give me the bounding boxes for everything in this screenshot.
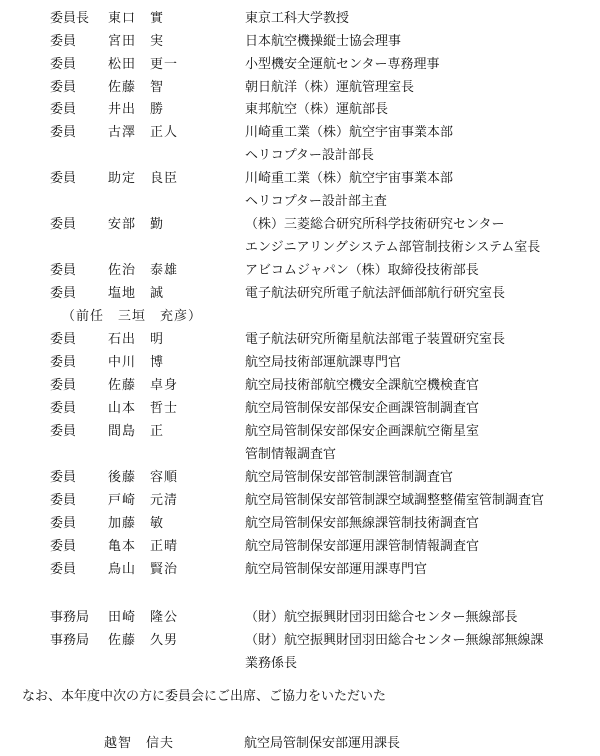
member-role: 委員長 [50,11,90,26]
committee-row [0,259,600,283]
secretariat-name: 田崎 隆公 [108,610,179,625]
committee-row [0,397,600,421]
committee-row [0,420,600,444]
member-name: 古澤 正人 [108,125,179,140]
attendance-note: なお、本年度中次の方に委員会にご出席、ご協力をいただいた [22,689,387,704]
member-affiliation: 航空局管制保安部保安企画課航空衛星室 [245,424,480,439]
committee-row [0,121,600,145]
member-name: 東口 實 [108,11,165,26]
member-affiliation: 小型機安全運航センター専務理事 [245,57,440,72]
committee-row [0,328,600,352]
committee-row-continuation [0,190,600,214]
secretariat-row-continuation [0,652,600,676]
member-role: 委員 [50,493,77,508]
member-name: 佐治 泰雄 [108,263,179,278]
member-affiliation: ヘリコプター設計部長 [245,148,374,163]
member-affiliation: 川崎重工業（株）航空宇宙事業本部 [245,171,454,186]
predecessor-row [0,305,600,329]
special-attendee-affiliation: 航空局管制保安部運用課長 [244,736,401,751]
committee-row [0,53,600,77]
member-affiliation: 管制情報調査官 [245,447,337,462]
committee-row [0,98,600,122]
member-role: 委員 [50,539,77,554]
committee-row [0,351,600,375]
member-affiliation: 航空局管制保安部保安企画課管制調査官 [245,401,480,416]
secretariat-affiliation: （財）航空振興財団羽田総合センター無線部長 [245,610,518,625]
committee-row-continuation [0,144,600,168]
member-role: 委員 [50,378,77,393]
member-role: 委員 [50,286,77,301]
member-name: 佐藤 卓身 [108,378,179,393]
member-role: 委員 [50,171,77,186]
committee-row [0,167,600,191]
member-name: 塩地 誠 [108,286,165,301]
member-affiliation: 航空局管制保安部運用課管制情報調査官 [245,539,480,554]
member-name: 亀本 正晴 [108,539,179,554]
member-affiliation: 航空局管制保安部運用課専門官 [245,562,428,577]
member-name: 石出 明 [108,332,165,347]
member-role: 委員 [50,562,77,577]
member-role: 委員 [50,355,77,370]
member-affiliation: 航空局技術部航空機安全課航空機検査官 [245,378,480,393]
member-name: 松田 更一 [108,57,179,72]
secretariat-name: 佐藤 久男 [108,633,179,648]
member-affiliation: 電子航法研究所電子航法評価部航行研究室長 [245,286,506,301]
member-role: 委員 [50,217,77,232]
committee-row [0,558,600,582]
member-name: 中川 博 [108,355,165,370]
member-affiliation: 航空局技術部運航課専門官 [245,355,402,370]
secretariat-row [0,606,600,630]
committee-row [0,489,600,513]
member-affiliation: アビコムジャパン（株）取締役技術部長 [245,263,479,278]
committee-row [0,374,600,398]
member-role: 委員 [50,332,77,347]
member-role: 委員 [50,34,77,49]
committee-row-continuation [0,236,600,260]
member-name: 後藤 容順 [108,470,179,485]
member-affiliation: 電子航法研究所衛星航法部電子装置研究室長 [245,332,506,347]
secretariat-affiliation: 業務係長 [245,656,298,671]
attendance-note-row [0,685,600,709]
committee-row [0,7,600,31]
member-affiliation: エンジニアリングシステム部管制技術システム室長 [245,240,541,255]
committee-row [0,76,600,100]
member-affiliation: 日本航空機操縦士協会理事 [245,34,402,49]
member-affiliation: 東京工科大学教授 [245,11,350,26]
member-name: 戸崎 元清 [108,493,179,508]
committee-row-continuation [0,443,600,467]
member-name: 助定 良臣 [108,171,179,186]
committee-row [0,466,600,490]
member-affiliation: 朝日航洋（株）運航管理室長 [245,80,415,95]
special-attendee-name: 越智 信夫 [104,736,175,751]
secretariat-row [0,629,600,653]
predecessor-note: （前任 三垣 充彦） [62,309,203,324]
secretariat-role: 事務局 [50,633,90,648]
member-affiliation: 航空局管制保安部管制課空域調整整備室管制調査官 [245,493,545,508]
member-affiliation: 航空局管制保安部管制課管制調査官 [245,470,454,485]
committee-row [0,512,600,536]
member-role: 委員 [50,125,77,140]
member-role: 委員 [50,470,77,485]
member-affiliation: ヘリコプター設計部主査 [245,194,387,209]
committee-row [0,282,600,306]
member-role: 委員 [50,401,77,416]
member-affiliation: （株）三菱総合研究所科学技術研究センター [245,217,505,232]
member-affiliation: 航空局管制保安部無線課管制技術調査官 [245,516,480,531]
member-name: 山本 哲士 [108,401,179,416]
special-attendee-row [0,732,600,756]
member-role: 委員 [50,424,77,439]
committee-row [0,213,600,237]
member-role: 委員 [50,102,77,117]
member-name: 宮田 実 [108,34,165,49]
member-role: 委員 [50,80,77,95]
member-name: 鳥山 賢治 [108,562,179,577]
committee-row [0,30,600,54]
member-name: 井出 勝 [108,102,165,117]
member-role: 委員 [50,516,77,531]
member-affiliation: 川崎重工業（株）航空宇宙事業本部 [245,125,454,140]
committee-row [0,535,600,559]
member-name: 間島 正 [108,424,165,439]
member-name: 加藤 敏 [108,516,165,531]
member-name: 安部 勤 [108,217,165,232]
secretariat-affiliation: （財）航空振興財団羽田総合センター無線部無線課 [245,633,544,648]
member-name: 佐藤 智 [108,80,165,95]
member-affiliation: 東邦航空（株）運航部長 [245,102,389,117]
member-role: 委員 [50,263,77,278]
member-role: 委員 [50,57,77,72]
secretariat-role: 事務局 [50,610,90,625]
